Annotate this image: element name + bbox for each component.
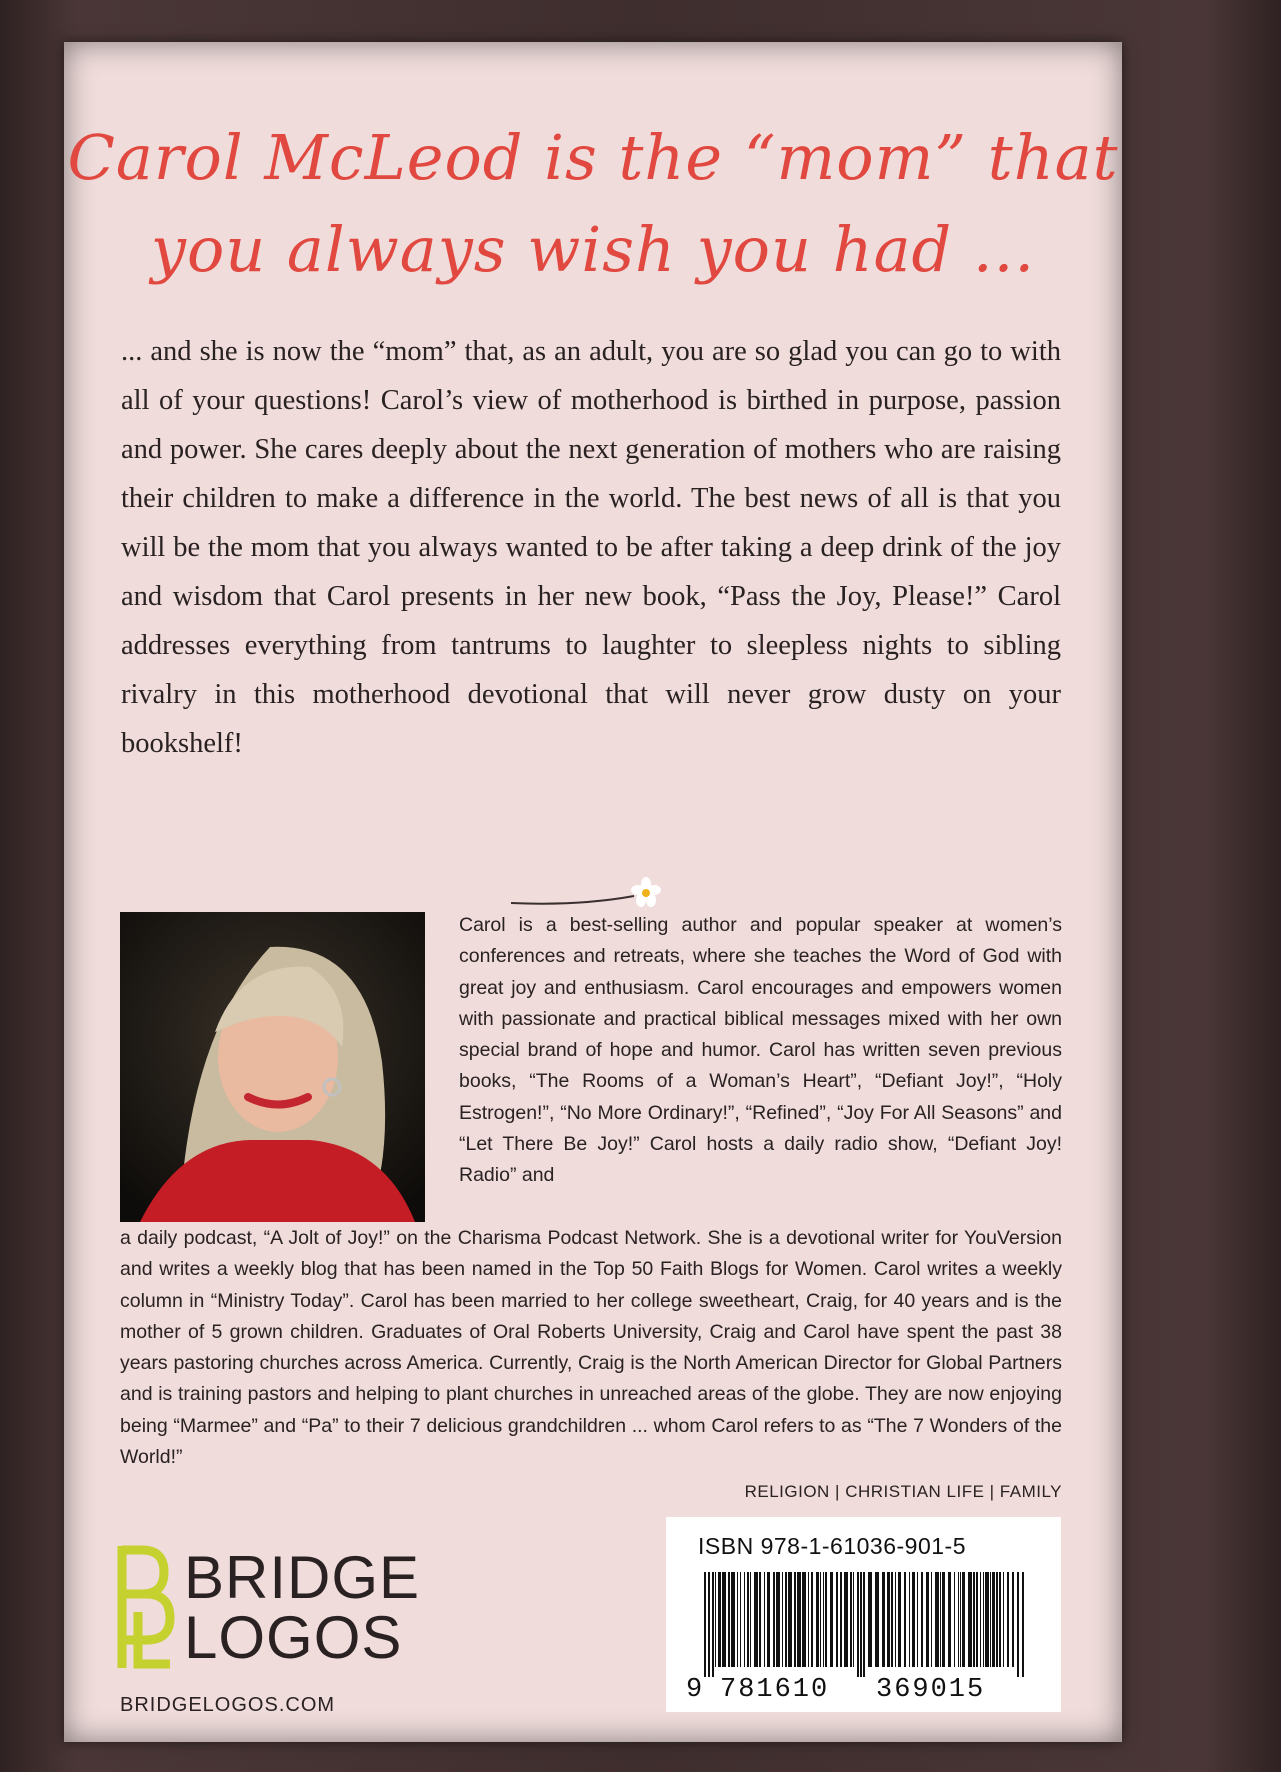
barcode-bar [816, 1572, 819, 1667]
barcode-bar [776, 1572, 780, 1667]
barcode-digit-first: 9 [686, 1675, 703, 1705]
intro-paragraph: ... and she is now the “mom” that, as an adult, you are so glad you can go to with all of your questions! Carol’s view of motherhood is birthed in purpose, passion and power. She cares deeply about the next generation of mothers who are raising their children to make a difference in the world. The best news of all is that you will be the mom that you always wanted to be after taking a deep drink of the joy and wisdom that Carol presents in her new book, “Pass the Joy, Please!” Carol addresses everything from tantrums to laughter to sleepless nights to sibling rivalry in this motherhood devotional that will never grow dusty on your bookshelf! [121, 336, 1061, 759]
barcode-bar [973, 1572, 975, 1667]
barcode-bar [868, 1572, 872, 1667]
headline-line-1: Carol McLeod is the “mom” that [67, 121, 1119, 194]
publisher-website: BRIDGELOGOS.COM [120, 1694, 336, 1716]
barcode-bar [802, 1572, 806, 1667]
barcode-bar [898, 1572, 901, 1667]
barcode-bar [740, 1572, 741, 1667]
publisher-name-line-2: LOGOS [184, 1604, 403, 1671]
barcode-bar [850, 1572, 852, 1667]
barcode-bar [980, 1572, 981, 1667]
barcode-bar [1003, 1572, 1004, 1667]
barcode-bar [797, 1572, 801, 1667]
barcode-bar [1017, 1572, 1019, 1677]
barcode-bar [912, 1572, 915, 1667]
barcode-bar [764, 1572, 765, 1667]
isbn-label: ISBN 978-1-61036-901-5 [698, 1533, 966, 1559]
barcode-bar [1022, 1572, 1024, 1677]
barcode-bar [958, 1572, 959, 1667]
barcode-bar [931, 1572, 932, 1667]
barcode-bar [904, 1572, 906, 1667]
barcode-bar [794, 1572, 796, 1667]
barcode-bar [718, 1572, 721, 1667]
barcode-bar [960, 1572, 961, 1667]
barcode [694, 1572, 1034, 1677]
barcode-bar [863, 1572, 865, 1677]
category-label: RELIGION | CHRISTIAN LIFE | FAMILY [744, 1482, 1062, 1501]
barcode-bar [1012, 1572, 1014, 1667]
author-bio-full: a daily podcast, “A Jolt of Joy!” on the Charisma Podcast Network. She is a devotional writer for YouVersion and writes a weekly blog that has been named in the Top 50 Faith Blogs for Women. Carol writes a weekly column in “Ministry Today”. Carol has been married to her college sweetheart, Craig, for 40 years and is the mother of 5 grown children. Graduates of Oral Roberts University, Craig and Carol have spent the past 38 years pastoring churches across America. Currently, Craig is the North American Director for Global Partners and is training pastors and helping to plant churches in unreached areas of the globe. They are now enjoying being “Marmee” and “Pa” to their 7 delicious grandchildren ... whom Carol refers to as “The 7 Wonders of the World!” [120, 1227, 1062, 1469]
barcode-bar [808, 1572, 809, 1667]
barcode-bar [1007, 1572, 1009, 1667]
barcode-bar [917, 1572, 918, 1667]
barcode-bar [976, 1572, 978, 1667]
barcode-bar [840, 1572, 842, 1667]
cover-headline [64, 112, 1122, 296]
barcode-bar [860, 1572, 862, 1677]
barcode-bar [750, 1572, 751, 1667]
author-photo [120, 912, 425, 1222]
barcode-bar [999, 1572, 1001, 1667]
barcode-digits-group-1: 781610 [720, 1675, 830, 1705]
barcode-bar [857, 1572, 859, 1677]
isbn-barcode-box [666, 1517, 1061, 1712]
barcode-bar [887, 1572, 890, 1667]
barcode-bar [992, 1572, 995, 1667]
barcode-bar [825, 1572, 827, 1667]
bl-monogram-icon [116, 1542, 176, 1672]
barcode-bar [759, 1572, 761, 1667]
barcode-bar [715, 1572, 716, 1667]
barcode-bar [744, 1572, 745, 1667]
barcode-bar [728, 1572, 730, 1667]
barcode-bar [954, 1572, 955, 1667]
barcode-bar [909, 1572, 910, 1667]
barcode-bar [990, 1572, 991, 1667]
barcode-bar [882, 1572, 885, 1667]
barcode-bar [948, 1572, 951, 1667]
barcode-bar [962, 1572, 965, 1667]
barcode-bar [921, 1572, 923, 1667]
barcode-bar [968, 1572, 972, 1667]
barcode-bar [823, 1572, 824, 1667]
barcode-bar [785, 1572, 787, 1667]
barcode-bar [811, 1572, 813, 1667]
barcode-digits [686, 1675, 1046, 1705]
flower-divider-icon [509, 872, 689, 912]
barcode-bar [830, 1572, 833, 1667]
barcode-bar [985, 1572, 989, 1667]
barcode-bar [767, 1572, 770, 1667]
barcode-bar [844, 1572, 848, 1667]
publisher-logo [116, 1542, 436, 1672]
barcode-bar [940, 1572, 941, 1667]
barcode-bar [895, 1572, 896, 1667]
barcode-bar [722, 1572, 726, 1667]
barcode-bar [853, 1572, 854, 1667]
barcode-bar [737, 1572, 738, 1667]
barcode-bar [942, 1572, 945, 1667]
barcode-bar [891, 1572, 893, 1667]
barcode-bar [782, 1572, 783, 1667]
barcode-bar [996, 1572, 998, 1667]
barcode-bar [747, 1572, 749, 1667]
barcode-bar [754, 1572, 758, 1667]
barcode-bar [788, 1572, 792, 1667]
barcode-bar [731, 1572, 735, 1667]
publisher-name-line-1: BRIDGE [184, 1544, 421, 1611]
barcode-bar [926, 1572, 929, 1667]
barcode-bar [836, 1572, 838, 1667]
barcode-digits-group-2: 369015 [876, 1675, 986, 1705]
barcode-bar [712, 1572, 714, 1677]
author-bio-side: Carol is a best-selling author and popular speaker at women’s conferences and retreats, where she teaches the Word of God with great joy and enthusiasm. Carol encourages and empowers women with passionate and practical biblical messages mixed with her own special brand of hope and humor. Carol has written seven previous books, “The Rooms of a Woman’s Heart”, “Defiant Joy!”, “Holy Estrogen!”, “No More Ordinary!”, “Refined”, “Joy For All Seasons” and “Let There Be Joy!” Carol hosts a daily radio show, “Defiant Joy! Radio” and [459, 914, 1062, 1187]
barcode-bar [820, 1572, 821, 1667]
headline-line-2: you always wish you had ... [150, 213, 1036, 286]
barcode-bar [773, 1572, 775, 1667]
barcode-bar [708, 1572, 710, 1677]
barcode-bar [935, 1572, 939, 1667]
barcode-bar [704, 1572, 706, 1677]
barcode-bar [875, 1572, 879, 1667]
book-back-cover [64, 42, 1122, 1742]
barcode-bar [983, 1572, 984, 1667]
